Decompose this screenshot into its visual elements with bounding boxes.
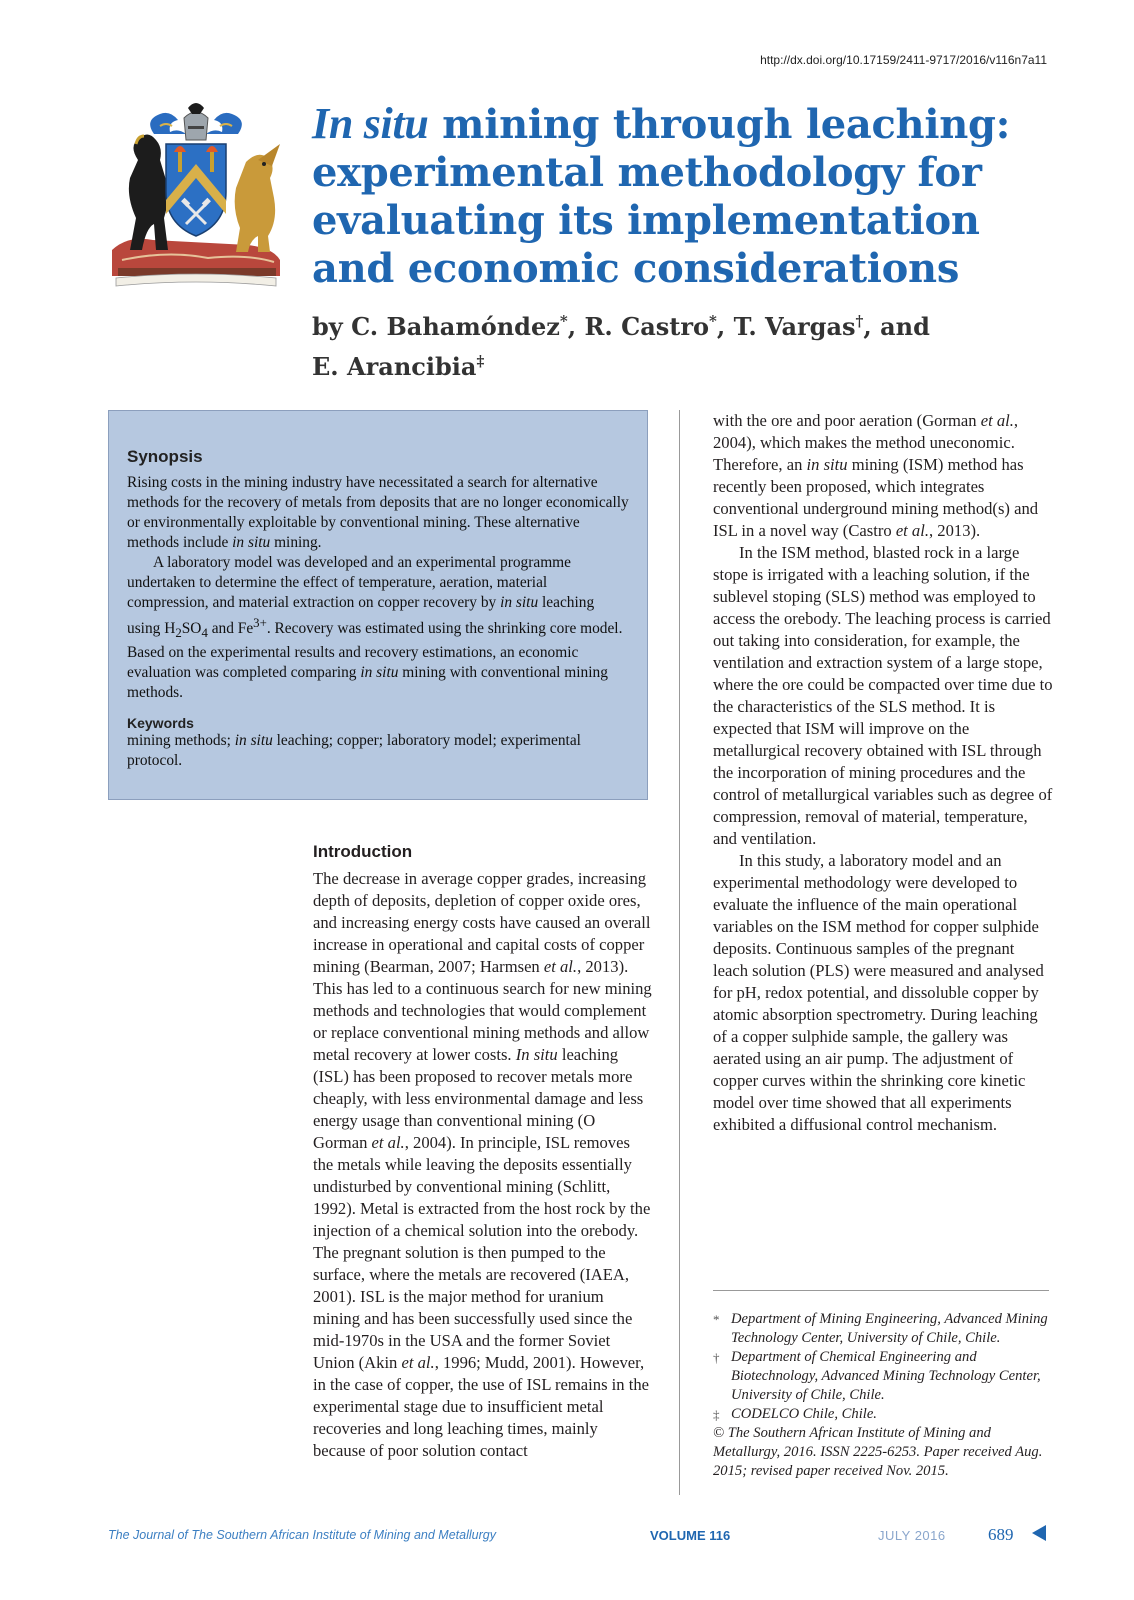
- footnote-affiliation-2: [713, 1348, 1058, 1405]
- synopsis-text: leaching using H: [127, 594, 595, 638]
- author-castro: R. Castro: [584, 312, 709, 341]
- subscript: 2: [175, 626, 182, 641]
- body-text: , 1996; Mudd, 2001). However, in the case of copper, the use of ISL remains in the experimental stage due to insufficient metal recoveries and long leaching times, mainly because of poor solution contact: [313, 1353, 650, 1460]
- issue-date: JULY 2016: [878, 1528, 946, 1543]
- footnote-text: Department of Chemical Engineering and Biotechnology, Advanced Mining Technology Center, University of Chile, Chile.: [731, 1349, 1041, 1403]
- body-emphasis: et al.: [543, 957, 578, 976]
- body-text: , 2004), which makes the method uneconomic. Therefore, an: [713, 411, 1019, 474]
- keywords-text: mining methods;: [127, 732, 235, 750]
- column-divider: [679, 410, 680, 1495]
- introduction-heading: Introduction: [313, 842, 413, 861]
- superscript: 3+: [253, 616, 267, 630]
- left-triangle-icon: [1032, 1525, 1046, 1541]
- subscript: 4: [201, 626, 208, 641]
- synopsis-text: Rising costs in the mining industry have necessitated a search for alternative methods for the recovery of metals from deposits that are no longer economically or environmentally exploitable by conventional mining. These alternative methods include: [127, 474, 629, 551]
- footnote-rule: [713, 1290, 1049, 1291]
- footnote-affiliation-3: [713, 1405, 1058, 1424]
- footnote-mark: *: [713, 1312, 720, 1327]
- synopsis-text: mining.: [270, 534, 322, 551]
- introduction-paragraph: [313, 868, 653, 1462]
- body-text: , 2004). In principle, ISL removes the metals while leaving the deposits essentially undisturbed by conventional mining (Schlitt, 1992). Metal is extracted from the host rock by the injection of a chemical solution into the orebody. The pregnant solution is then pumped to the surface, where the metals are recovered (IAEA, 2001). ISL is the major method for uranium mining and has been successfully used since the mid-1970s in the USA and the former Soviet Union (Akin: [313, 1133, 651, 1372]
- footnote-text: CODELCO Chile, Chile.: [731, 1406, 877, 1422]
- right-column: [713, 410, 1053, 1136]
- author-vargas: T. Vargas: [733, 312, 856, 341]
- keywords-emphasis: in situ: [234, 732, 273, 750]
- authors-and: and: [880, 312, 930, 341]
- footnote-text: Department of Mining Engineering, Advanced Mining Technology Center, University of Chile, Chile.: [731, 1311, 1048, 1346]
- body-emphasis: et al.: [980, 411, 1014, 430]
- footnote-mark: ‡: [713, 1407, 720, 1422]
- body-text: , 2013).: [929, 521, 981, 540]
- author-mark: *: [559, 312, 568, 330]
- journal-name: The Journal of The Southern African Institute of Mining and Metallurgy: [108, 1528, 496, 1542]
- body-emphasis: et al.: [371, 1133, 405, 1152]
- authors-by: by: [312, 312, 343, 341]
- synopsis-box: [108, 410, 648, 800]
- synopsis-paragraph-1: [127, 473, 629, 553]
- doi-link[interactable]: http://dx.doi.org/10.17159/2411-9717/2016/v116n7a11: [760, 53, 1047, 67]
- body-paragraph-1: [713, 410, 1053, 542]
- introduction-column: [313, 840, 653, 1462]
- body-paragraph-2: In the ISM method, blasted rock in a large stope is irrigated with a leaching solution, if the sublevel stoping (SLS) method was employed to access the orebody. The leaching process is carried out taking into consideration, for example, the ventilation and extraction system of a large stope, where the ore could be compacted over time due to the characteristics of the SLS method. It is expected that ISM will improve on the metallurgical recovery obtained with ISL through the incorporation of mining procedures and the control of metallurgical variables such as degree of compression, removal of material, temperature, and ventilation.: [713, 543, 1053, 848]
- coat-of-arms-logo: [108, 100, 284, 290]
- synopsis-text: . Recovery was estimated using the shrinking core model. Based on the experimental results and recovery estimations, an economic evaluation was completed comparing: [127, 620, 623, 682]
- body-text: leaching (ISL) has been proposed to recover metals more cheaply, with less environmental damage and less energy usage than conventional mining (O Gorman: [313, 1045, 644, 1152]
- body-emphasis: et al.: [401, 1353, 435, 1372]
- body-emphasis: et al.: [895, 521, 929, 540]
- page-number: 689: [988, 1525, 1014, 1544]
- copyright-notice: © The Southern African Institute of Mining and Metallurgy, 2016. ISSN 2225-6253. Paper received Aug. 2015; revised paper received Nov. 2015.: [713, 1425, 1043, 1479]
- author-bahamondez: C. Bahamóndez: [351, 312, 560, 341]
- body-text: with the ore and poor aeration (Gorman: [713, 411, 981, 430]
- author-list: by C. Bahamóndez*, R. Castro*, T. Vargas†, and E. Arancibia‡: [312, 312, 930, 381]
- body-text: mining (ISM) method has recently been proposed, which integrates conventional underground mining method(s) and ISL in a novel way (Castro: [713, 455, 1039, 540]
- footnote-mark: †: [713, 1350, 720, 1365]
- title-italic: In situ: [312, 99, 429, 148]
- synopsis-heading: Synopsis: [127, 447, 203, 466]
- synopsis-text: mining with conventional mining methods.: [127, 664, 608, 702]
- author-mark: *: [709, 312, 717, 330]
- body-emphasis: In situ: [515, 1045, 558, 1064]
- synopsis-text: A laboratory model was developed and an experimental programme undertaken to determine the effect of temperature, aeration, material compression, and material extraction on copper recovery by: [127, 554, 571, 611]
- footnote-affiliation-1: [713, 1310, 1058, 1348]
- synopsis-emphasis: in situ: [360, 664, 399, 682]
- synopsis-emphasis: in situ: [500, 594, 539, 611]
- author-arancibia: E. Arancibia: [312, 352, 477, 381]
- footnotes: [713, 1310, 1058, 1481]
- article-title: [312, 100, 1052, 293]
- keywords-heading: Keywords: [127, 715, 194, 732]
- body-text: The decrease in average copper grades, increasing depth of deposits, depletion of copper oxide ores, and increasing energy costs have caused an overall increase in operational and capital costs of copper mining (Bearman, 2007; Harmsen: [313, 869, 651, 976]
- body-emphasis: in situ: [806, 455, 848, 474]
- author-mark: ‡: [476, 352, 485, 370]
- keywords-text: leaching; copper; laboratory model; experimental protocol.: [127, 732, 581, 770]
- synopsis-paragraph-2: [127, 553, 629, 703]
- synopsis-text: SO: [181, 620, 202, 638]
- synopsis-emphasis: in situ: [232, 534, 271, 551]
- author-mark: †: [855, 312, 864, 330]
- page-footer: [108, 1525, 1054, 1549]
- body-paragraph-3: In this study, a laboratory model and an experimental methodology were developed to evaluate the influence of the main operational variables on the ISM method for copper sulphide deposits. Continuous samples of the pregnant leach solution (PLS) were measured and analysed for pH, redox potential, and dissoluble copper by atomic absorption spectrometry. During leaching of a copper sulphide sample, the gallery was aerated using an air pump. The adjustment of copper curves within the shrinking core kinetic model over time showed that all experiments exhibited a diffusional control mechanism.: [713, 851, 1044, 1134]
- synopsis-text: and Fe: [207, 620, 254, 638]
- keywords-list: [127, 731, 629, 771]
- title-rest: mining through leaching: experimental methodology for evaluating its implementation and economic considerations: [312, 101, 1011, 292]
- body-text: , 2013). This has led to a continuous search for new mining methods and technologies that would complement or replace conventional mining methods and allow metal recovery at lower costs.: [313, 957, 652, 1064]
- volume-number: VOLUME 116: [650, 1528, 731, 1543]
